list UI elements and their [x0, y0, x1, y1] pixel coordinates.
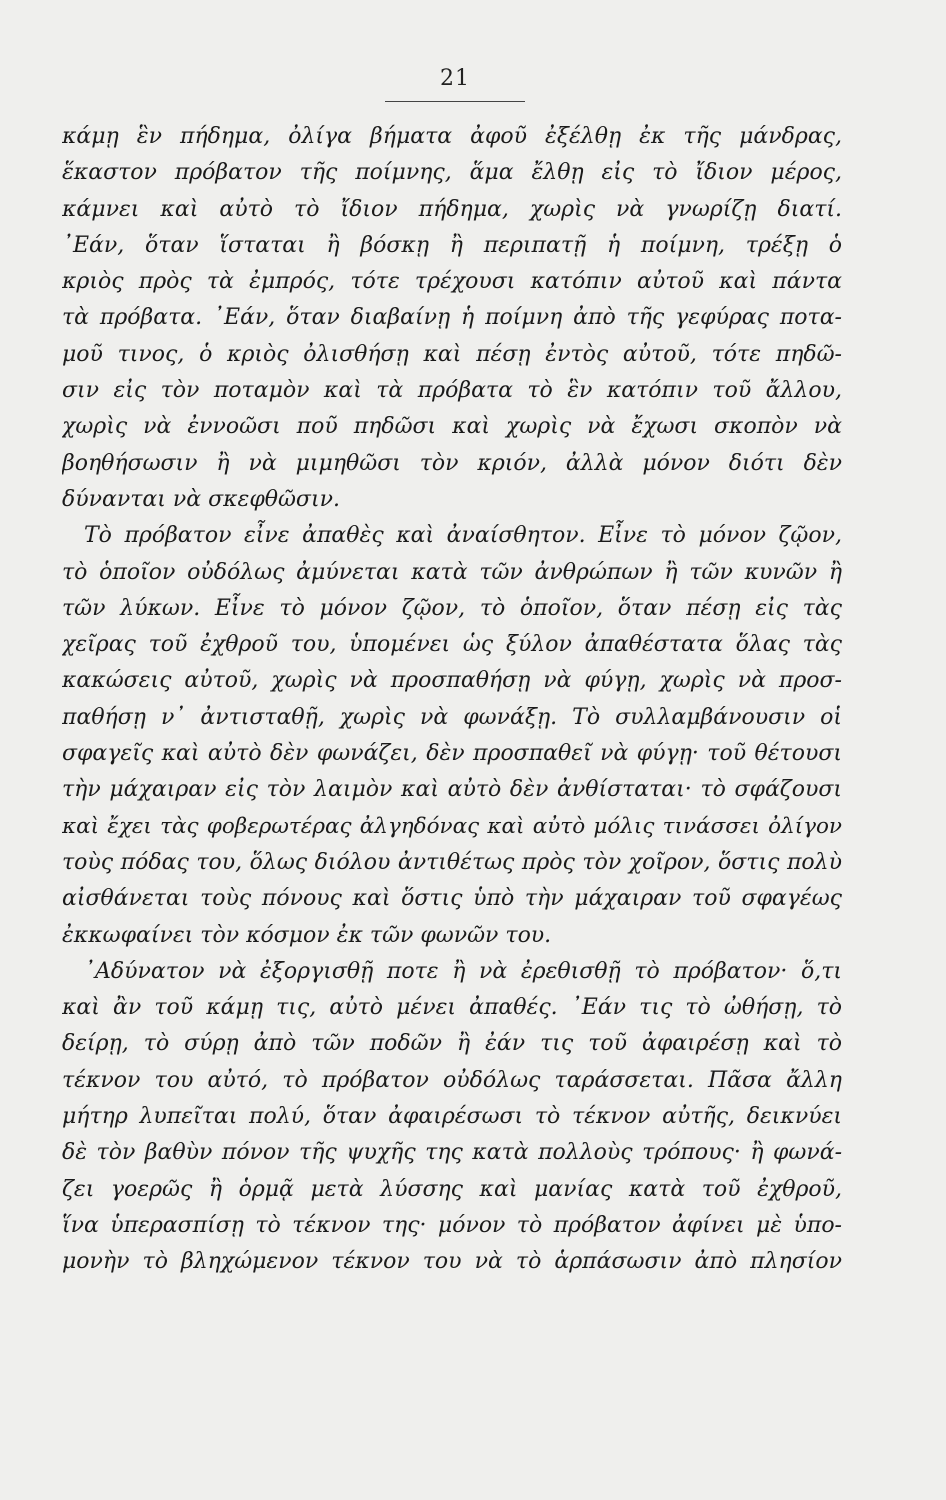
text-line: ζει γοερῶς ἢ ὁρμᾷ μετὰ λύσσης καὶ μανίας κατὰ τοῦ ἐχθροῦ,: [62, 1176, 842, 1202]
paragraph-2: [62, 518, 842, 954]
text-line: τὴν μάχαιραν εἰς τὸν λαιμὸν καὶ αὐτὸ δὲν ἀνθίσταται· τὸ σφάζουσι: [62, 777, 842, 803]
text-line: δείρῃ, τὸ σύρῃ ἀπὸ τῶν ποδῶν ἢ ἐάν τις τοῦ ἀφαιρέσῃ καὶ τὸ: [62, 1031, 842, 1057]
text-line: ἵνα ὑπερασπίσῃ τὸ τέκνον της· μόνον τὸ πρόβατον ἀφίνει μὲ ὑπο-: [62, 1212, 842, 1238]
text-line: Τὸ πρόβατον εἶνε ἀπαθὲς καὶ ἀναίσθητον. Εἶνε τὸ μόνον ζῷον,: [84, 523, 842, 549]
text-line: σφαγεῖς καὶ αὐτὸ δὲν φωνάζει, δὲν προσπαθεῖ νὰ φύγῃ· τοῦ θέτουσι: [62, 741, 842, 767]
text-line: βοηθήσωσιν ἢ νὰ μιμηθῶσι τὸν κριόν, ἀλλὰ μόνον διότι δὲν: [62, 450, 842, 476]
text-line: τοὺς πόδας του, ὅλως διόλου ἀντιθέτως πρὸς τὸν χοῖρον, ὅστις πολὺ: [62, 849, 842, 875]
text-line: ᾿Εάν, ὅταν ἵσταται ἢ βόσκῃ ἢ περιπατῇ ἡ ποίμνη, τρέξῃ ὁ: [62, 232, 842, 258]
text-line: κάμῃ ἓν πήδημα, ὀλίγα βήματα ἀφοῦ ἐξέλθῃ ἐκ τῆς μάνδρας,: [62, 124, 842, 149]
text-line: κάμνει καὶ αὐτὸ τὸ ἴδιον πήδημα, χωρὶς νὰ γνωρίζῃ διατί.: [62, 196, 842, 222]
text-line: παθήσῃ ν᾿ ἀντισταθῇ, χωρὶς νὰ φωνάξῃ. Τὸ συλλαμβάνουσιν οἱ: [62, 704, 842, 730]
text-line: καὶ ἂν τοῦ κάμῃ τις, αὐτὸ μένει ἀπαθές. ᾿Εάν τις τὸ ὠθήσῃ, τὸ: [62, 995, 842, 1021]
body-text: [62, 119, 842, 1281]
text-line: μονὴν τὸ βληχώμενον τέκνον του νὰ τὸ ἁρπάσωσιν ἀπὸ πλησίον: [62, 1249, 842, 1275]
text-line: κριὸς πρὸς τὰ ἐμπρός, τότε τρέχουσι κατόπιν αὐτοῦ καὶ πάντα: [62, 269, 842, 295]
text-line: αἰσθάνεται τοὺς πόνους καὶ ὅστις ὑπὸ τὴν μάχαιραν τοῦ σφαγέως: [62, 886, 842, 912]
text-line: ᾿Αδύνατον νὰ ἐξοργισθῇ ποτε ἢ νὰ ἐρεθισθῇ τὸ πρόβατον· ὅ,τι: [84, 958, 842, 984]
text-line: καὶ ἔχει τὰς φοβερωτέρας ἀλγηδόνας καὶ αὐτὸ μόλις τινάσσει ὀλίγον: [62, 813, 842, 839]
text-line: μοῦ τινος, ὁ κριὸς ὀλισθήσῃ καὶ πέσῃ ἐντὸς αὐτοῦ, τότε πηδῶ-: [62, 341, 842, 367]
text-line: τέκνον του αὐτό, τὸ πρόβατον οὐδόλως ταράσσεται. Πᾶσα ἄλλη: [62, 1067, 842, 1093]
text-line: δύνανται νὰ σκεφθῶσιν.: [62, 486, 340, 512]
text-line: σιν εἰς τὸν ποταμὸν καὶ τὰ πρόβατα τὸ ἓν κατόπιν τοῦ ἄλλου,: [62, 378, 842, 404]
text-line: χεῖρας τοῦ ἐχθροῦ του, ὑπομένει ὡς ξύλον ἀπαθέστατα ὅλας τὰς: [62, 632, 842, 658]
header-rule: [385, 101, 525, 102]
paragraph-1: [62, 119, 842, 518]
text-line: ἐκκωφαίνει τὸν κόσμον ἐκ τῶν φωνῶν του.: [62, 922, 552, 948]
text-line: τὸ ὁποῖον οὐδόλως ἀμύνεται κατὰ τῶν ἀνθρώπων ἢ τῶν κυνῶν ἢ: [62, 559, 842, 585]
text-line: κακώσεις αὐτοῦ, χωρὶς νὰ προσπαθήσῃ νὰ φύγῃ, χωρὶς νὰ προσ-: [62, 668, 842, 694]
text-line: χωρὶς νὰ ἐννοῶσι ποῦ πηδῶσι καὶ χωρὶς νὰ ἔχωσι σκοπὸν νὰ: [62, 414, 842, 440]
text-line: δὲ τὸν βαθὺν πόνον τῆς ψυχῆς της κατὰ πολλοὺς τρόπους· ἢ φωνά-: [62, 1140, 842, 1166]
text-line: τῶν λύκων. Εἶνε τὸ μόνον ζῷον, τὸ ὁποῖον, ὅταν πέσῃ εἰς τὰς: [62, 595, 842, 621]
text-line: τὰ πρόβατα. ᾿Εάν, ὅταν διαβαίνῃ ἡ ποίμνη ἀπὸ τῆς γεφύρας ποτα-: [62, 305, 842, 331]
page-number: 21: [440, 66, 470, 91]
paragraph-3: [62, 954, 842, 1281]
text-line: μήτηρ λυπεῖται πολύ, ὅταν ἀφαιρέσωσι τὸ τέκνον αὐτῆς, δεικνύει: [62, 1104, 842, 1130]
text-line: ἕκαστον πρόβατον τῆς ποίμνης, ἅμα ἔλθῃ εἰς τὸ ἴδιον μέρος,: [62, 160, 842, 186]
